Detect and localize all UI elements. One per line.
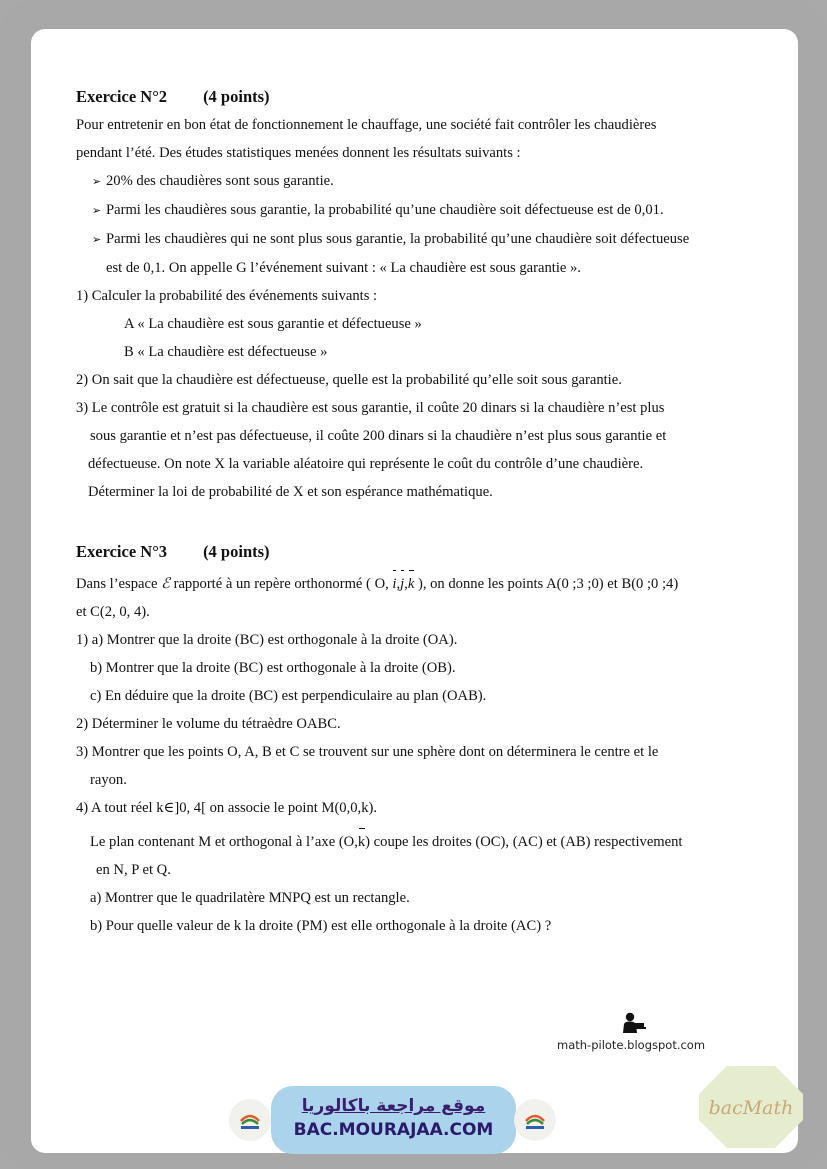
- vector-k: k: [408, 570, 414, 598]
- ex2-question-3-line-1: 3) Le contrôle est gratuit si la chaudière est sous garantie, il coûte 20 dinars si la chaudière n’est plus: [76, 400, 665, 416]
- ex3-question-4b: b) Pour quelle valeur de k la droite (PM) est elle orthogonale à la droite (AC) ?: [90, 918, 552, 934]
- ex3-intro-line-1: Dans l’espace ℰ rapporté à un repère orthonormé ( O, i,j,k ), on donne les points A(0 ;3 ;0) et B(0 ;0 ;4): [76, 570, 751, 598]
- ex3-intro-c: ), on donne les points A(0 ;3 ;0) et B(0 ;0 ;4): [414, 576, 679, 592]
- left-logo-icon: [229, 1099, 271, 1141]
- document-content: [76, 85, 751, 940]
- ex2-question-2: 2) On sait que la chaudière est défectueuse, quelle est la probabilité qu’elle soit sous garantie.: [76, 372, 622, 388]
- ex3-question-3-line-1: 3) Montrer que les points O, A, B et C se trouvent sur une sphère dont on déterminera le centre et le: [76, 744, 659, 760]
- arrow-bullet-icon: ➢: [92, 234, 102, 246]
- ex3-intro-b: rapporté à un repère orthonormé ( O,: [169, 576, 393, 592]
- ex2-bullet-1-text: 20% des chaudières sont sous garantie.: [106, 173, 334, 189]
- right-logo-icon: [514, 1099, 556, 1141]
- exercise-2-title: Exercice N°2: [76, 87, 168, 106]
- ex2-question-3-line-4: Déterminer la loi de probabilité de X et son espérance mathématique.: [88, 484, 493, 500]
- ex3-question-4-plane-line-2: en N, P et Q.: [96, 862, 171, 878]
- ex3-question-4: 4) A tout réel k∈]0, 4[ on associe le point M(0,0,k).: [76, 800, 378, 816]
- vector-i: i: [392, 570, 396, 598]
- vector-k-axis: k: [358, 828, 365, 856]
- ex3-question-3-line-2: rayon.: [90, 772, 127, 788]
- ex3-intro-a: Dans l’espace: [76, 576, 162, 592]
- arrow-bullet-icon: ➢: [92, 205, 102, 217]
- ex2-bullet-2: [76, 196, 751, 225]
- ex3-question-1c: c) En déduire que la droite (BC) est perpendiculaire au plan (OAB).: [90, 688, 487, 704]
- ex2-bullet-2-text: Parmi les chaudières sous garantie, la probabilité qu’une chaudière soit défectueuse est de 0,01.: [106, 202, 664, 218]
- exercise-2-heading: [76, 85, 751, 109]
- ex2-bullet-3-cont: est de 0,1. On appelle G l’événement suivant : « La chaudière est sous garantie ».: [106, 260, 581, 276]
- exercise-2-points: (4 points): [203, 87, 270, 106]
- bacmath-badge: [697, 1064, 805, 1150]
- ex2-bullet-3: [76, 225, 751, 254]
- ex2-question-1: 1) Calculer la probabilité des événements suivants :: [76, 288, 378, 304]
- ex3-question-1a: 1) a) Montrer que la droite (BC) est orthogonale à la droite (OA).: [76, 632, 458, 648]
- ex2-question-3-line-2: sous garantie et n’est pas défectueuse, il coûte 200 dinars si la chaudière n’est plus sous garantie et: [90, 428, 667, 444]
- ex3-q4-plane-a: Le plan contenant M et orthogonal à l’axe (O,: [90, 834, 358, 850]
- exercise-3-points: (4 points): [203, 542, 270, 561]
- ex2-event-a: A « La chaudière est sous garantie et défectueuse »: [124, 316, 422, 332]
- exercise-3-heading: [76, 540, 751, 564]
- ex2-intro-line-1: Pour entretenir en bon état de fonctionnement le chauffage, une société fait contrôler les chaudières: [76, 117, 657, 133]
- ex3-intro-line-2: et C(2, 0, 4).: [76, 604, 150, 620]
- ex2-intro-line-2: pendant l’été. Des études statistiques menées donnent les résultats suivants :: [76, 145, 521, 161]
- reader-at-desk-icon: [621, 1012, 647, 1034]
- ex2-bullet-1: [76, 167, 751, 196]
- ex3-question-1b: b) Montrer que la droite (BC) est orthogonale à la droite (OB).: [90, 660, 456, 676]
- banner-arabic-title: موقع مراجعة باكالوريا: [301, 1096, 486, 1116]
- footer-site-link[interactable]: math-pilote.blogspot.com: [557, 1038, 706, 1052]
- ex3-question-4a: a) Montrer que le quadrilatère MNPQ est un rectangle.: [90, 890, 410, 906]
- site-banner[interactable]: [271, 1086, 516, 1154]
- ex2-event-b: B « La chaudière est défectueuse »: [124, 344, 328, 360]
- ex3-question-2: 2) Déterminer le volume du tétraèdre OABC.: [76, 716, 341, 732]
- vector-j: j: [400, 570, 404, 598]
- badge-text: bacMath: [708, 1097, 794, 1119]
- ex3-q4-plane-b: ) coupe les droites (OC), (AC) et (AB) respectivement: [365, 834, 683, 850]
- arrow-bullet-icon: ➢: [92, 176, 102, 188]
- exercise-3-title: Exercice N°3: [76, 542, 168, 561]
- ex3-question-4-plane-line-1: [76, 828, 751, 856]
- ex2-question-3-line-3: défectueuse. On note X la variable aléatoire qui représente le coût du contrôle d’une chaudière.: [88, 456, 644, 472]
- ex2-bullet-3-text: Parmi les chaudières qui ne sont plus sous garantie, la probabilité qu’une chaudière soit défectueuse: [106, 231, 690, 247]
- space-symbol: ℰ: [161, 576, 170, 592]
- banner-url[interactable]: BAC.MOURAJAA.COM: [293, 1120, 494, 1140]
